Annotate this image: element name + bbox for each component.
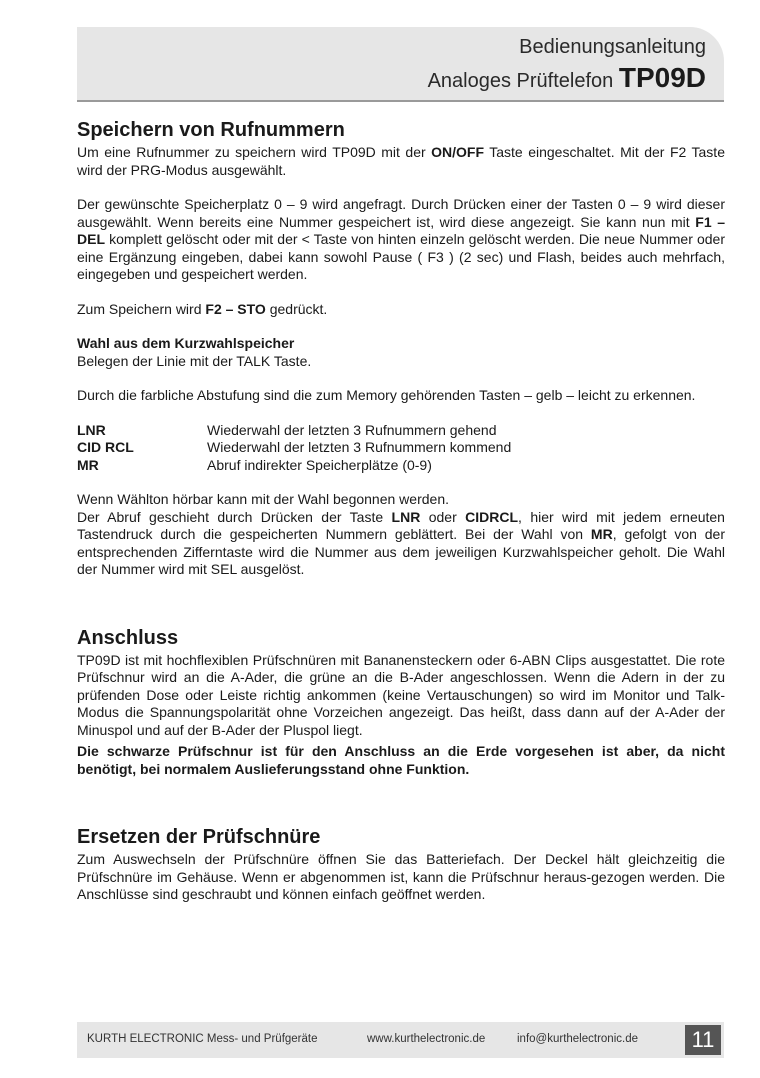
- page-number: 11: [685, 1025, 721, 1055]
- text-run: Um eine Rufnummer zu speichern wird TP09D mit der: [77, 144, 432, 160]
- paragraph: Durch die farbliche Abstufung sind die zum Memory gehörenden Tasten – gelb – leicht zu erkennen.: [77, 387, 696, 403]
- definition-term: MR: [77, 456, 99, 473]
- text-run: , gefolgt von der entsprechenden Zifferntaste wird die Nummer aus dem jeweiligen Kurzwahlspeicher geholt. Die Wahl der Nummer wird mit SEL ausgelöst.: [77, 526, 726, 577]
- text-run: Der gewünschte Speicherplatz 0 – 9 wird angefragt. Durch Drücken einer der Tasten 0 – 9 wird dieser ausgewählt. Wenn bereits eine Nummer gespeichert ist, wird diese angezeigt. Sie kann nun mit: [77, 196, 725, 230]
- footer-website: www.kurthelectronic.de: [367, 1033, 486, 1045]
- definition-desc: Wiederwahl der letzten 3 Rufnummern kommend: [207, 439, 512, 455]
- text-run: Taste eingeschaltet. Mit der F2 Taste wird der PRG-Modus ausgewählt.: [77, 144, 725, 178]
- paragraph: [77, 196, 725, 284]
- text-run: komplett gelöscht oder mit der < Taste von hinten einzeln gelöscht werden. Die neue Nummer oder eine Ergänzung eingeben, dabei kann sowohl Pause ( F3 ) (2 sec) und Flash, beides auch mehrfach, eingegeben und gespeichert werden.: [77, 231, 725, 282]
- section-title-speichern: Speichern von Rufnummern: [77, 119, 345, 141]
- paragraph: Zum Auswechseln der Prüfschnüre öffnen Sie das Batteriefach. Der Deckel hält gleichzeitig die Prüfschnüre im Gehäuse. Wenn er abgenommen ist, kann die Prüfschnur heraus-gezogen werden. Die Anschlüsse sind geschraubt und können einfach geöffnet werden.: [77, 851, 725, 902]
- text-run: gedrückt.: [265, 300, 328, 317]
- bold-run: LNR: [391, 508, 421, 525]
- paragraph: [77, 301, 725, 319]
- text-run: Der Abruf geschieht durch Drücken der Taste: [77, 508, 392, 525]
- bold-run: ON/OFF: [431, 144, 485, 160]
- paragraph: [77, 144, 725, 179]
- definition-desc: Wiederwahl der letzten 3 Rufnummern gehend: [207, 421, 497, 438]
- page-footer: [77, 1022, 724, 1058]
- bold-run: F1 – DEL: [77, 213, 725, 247]
- bold-run: F2 – STO: [205, 300, 266, 317]
- section-title-anschluss: Anschluss: [77, 626, 179, 649]
- paragraph-bold: Die schwarze Prüfschnur ist für den Anschluss an die Erde vorgesehen ist aber, da nicht benötigt, bei normalem Auslieferungsstand ohne Funktion.: [77, 743, 725, 777]
- definition-row: [77, 422, 725, 440]
- bold-run: MR: [590, 526, 613, 542]
- definition-term: LNR: [77, 421, 106, 438]
- header-title: Bedienungsanleitung: [519, 36, 706, 58]
- text-run: Zum Speichern wird: [77, 300, 206, 317]
- definition-term: CID RCL: [77, 439, 134, 455]
- header-subtitle-prefix: Analoges Prüftelefon: [427, 70, 619, 92]
- paragraph: TP09D ist mit hochflexiblen Prüfschnüren mit Bananensteckern oder 6-ABN Clips ausgestattet. Die rote Prüfschnur wird an die A-Ader, die grüne an die B-Ader angeschlossen. Wenn die Adern in der zu prüfenden Dose oder Leiste richtig ankommen (keine Vertauschungen) so wird im Monitor und Talk-Modus die Spannungspolarität ohne Vorzeichen angezeigt. Das heißt, dass dann auf der A-Ader der Minuspol und auf der B-Ader der Pluspol liegt.: [77, 651, 725, 738]
- footer-email: info@kurthelectronic.de: [517, 1033, 638, 1045]
- definition-desc: Abruf indirekter Speicherplätze (0-9): [207, 456, 432, 473]
- text-run: , hier wird mit jedem erneuten Tastendruck durch die gespeicherten Nummern geblättert. Bei der Wahl von: [77, 508, 725, 542]
- header-subtitle: [428, 62, 706, 94]
- header-model: TP09D: [618, 62, 706, 93]
- page-content: [77, 118, 725, 904]
- footer-company: KURTH ELECTRONIC Mess- und Prüfgeräte: [87, 1033, 318, 1045]
- paragraph: Wenn Wählton hörbar kann mit der Wahl begonnen werden.: [77, 491, 449, 507]
- text-run: oder: [420, 508, 466, 525]
- page-header: [77, 27, 724, 102]
- section-title-ersetzen: Ersetzen der Prüfschnüre: [77, 826, 321, 848]
- paragraph: Belegen der Linie mit der TALK Taste.: [77, 352, 312, 369]
- paragraph: [77, 509, 725, 579]
- subheading-kurzwahl: Wahl aus dem Kurzwahlspeicher: [77, 335, 295, 351]
- definition-row: [77, 457, 725, 475]
- bold-run: CIDRCL: [465, 508, 519, 525]
- definition-row: [77, 439, 725, 457]
